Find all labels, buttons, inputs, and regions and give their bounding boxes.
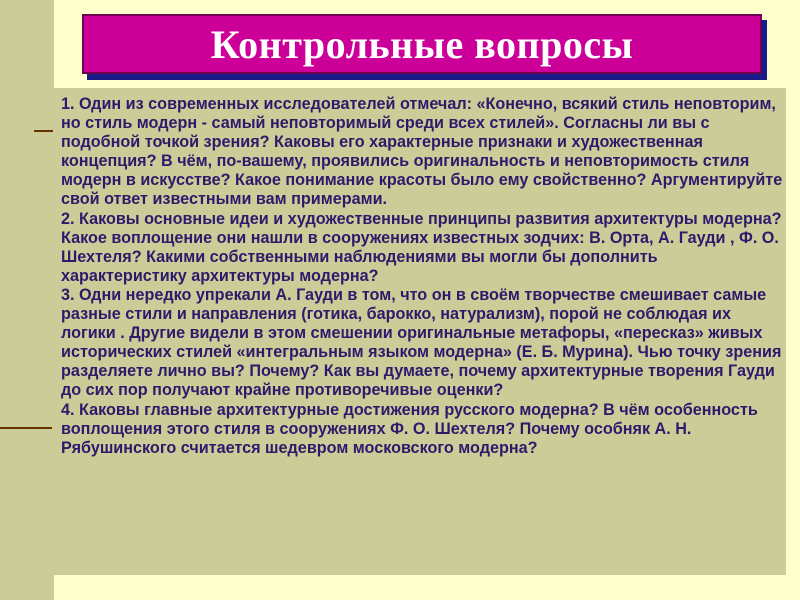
questions-list: [61, 95, 783, 458]
decorative-line-bottom: [0, 427, 52, 429]
question-1: 1. Один из современных исследователей отмечал: «Конечно, всякий стиль неповторим, но стиль модерн - самый неповторимый среди всех стилей». Согласны ли вы с подобной точкой зрения? Каковы его характерные признаки и художественная концепция? В чём, по-вашему, проявились оригинальность и неповторимость стиля модерн в искусстве? Какое понимание красоты было ему свойственно? Аргументируйте свой ответ известными вам примерами.: [61, 95, 783, 209]
question-2: 2. Каковы основные идеи и художественные принципы развития архитектуры модерна? Какое воплощение они нашли в сооружениях известных зодчих: В. Орта, А. Гауди , Ф. О. Шехтеля? Какими собственными наблюдениями вы могли бы дополнить характеристику архитектуры модерна?: [61, 209, 782, 285]
left-decorative-band: [0, 0, 54, 600]
question-3: 3. Одни нередко упрекали А. Гауди в том, что он в своём творчестве смешивает самые разные стили и направления (готика, барокко, натурализм), порой не соблюдая их логики . Другие видели в этом смешении оригинальные метафоры, «пересказ» живых исторических стилей «интегральным языком модерна» (Е. Б. Мурина). Чью точку зрения разделяете лично вы? Почему? Как вы думаете, почему архитектурные творения Гауди до сих пор получают крайне противоречивые оценки?: [61, 285, 782, 400]
slide-title: Контрольные вопросы: [210, 21, 634, 67]
title-banner: [82, 14, 762, 74]
question-4: 4. Каковы главные архитектурные достижения русского модерна? В чём особенность воплощения этого стиля в сооружениях Ф. О. Шехтеля? Почему особняк А. Н. Рябушинского считается шедевром московского модерна?: [61, 400, 758, 457]
